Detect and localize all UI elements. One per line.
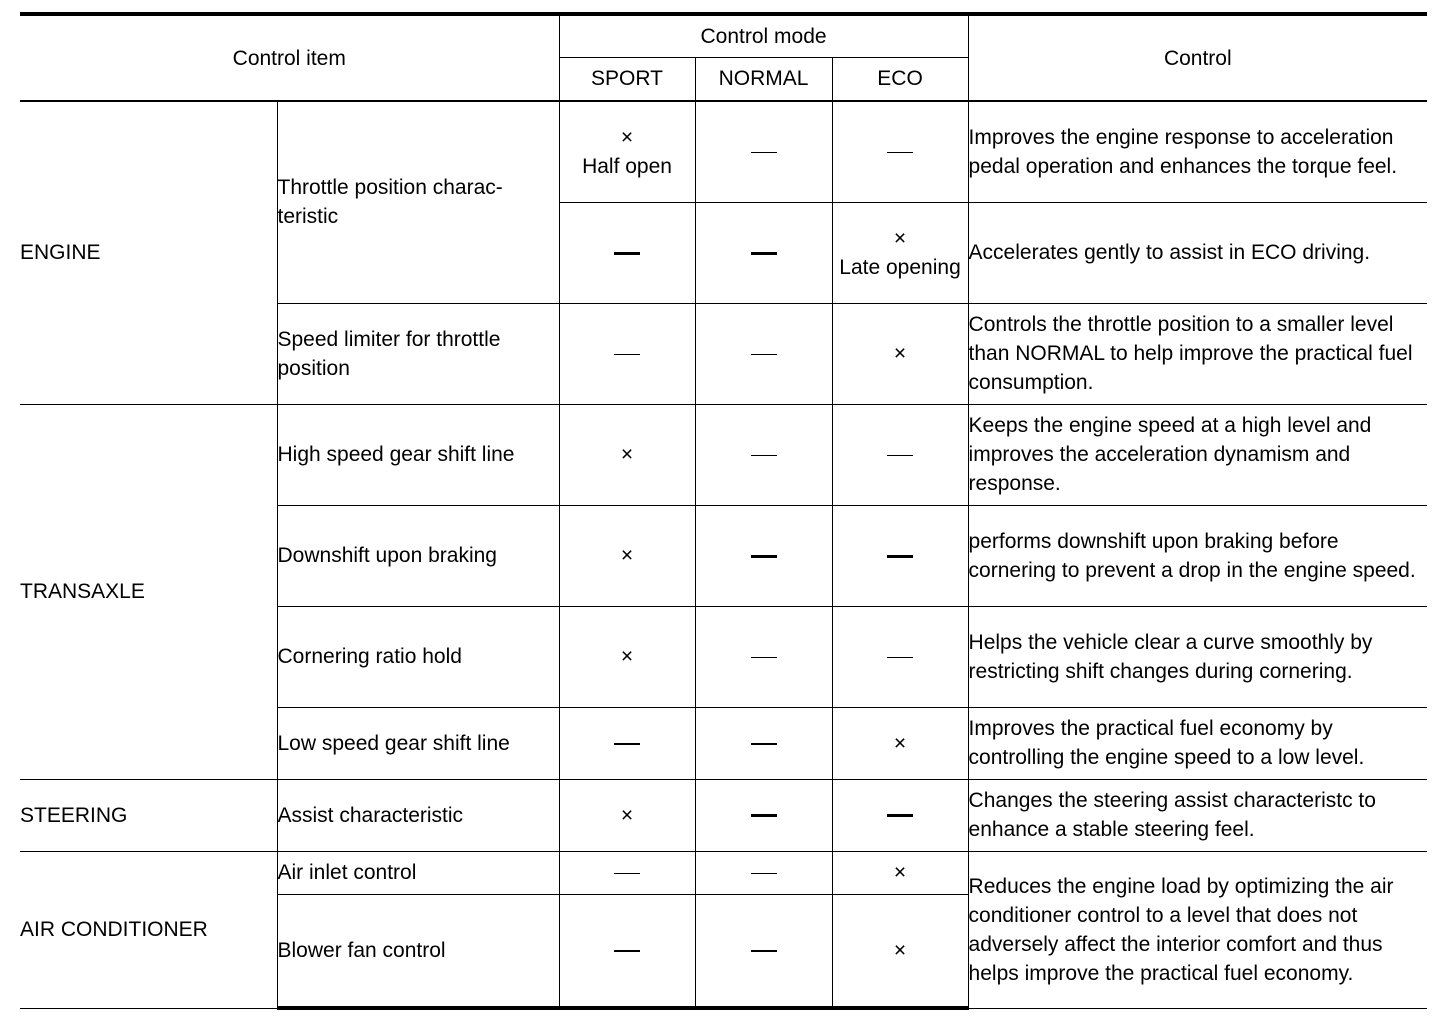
- mode-cell-eco: [832, 779, 968, 851]
- control-description: Accelerates gently to assist in ECO driving.: [968, 202, 1427, 303]
- mode-cell-sport: [559, 894, 695, 1008]
- not-applicable-dash: [751, 455, 777, 457]
- active-mark: ×: [620, 803, 634, 827]
- table-row: [20, 851, 1427, 894]
- mode-cell-normal: [695, 303, 832, 404]
- mode-cell-normal: [695, 779, 832, 851]
- item-cell: Downshift upon braking: [277, 505, 559, 606]
- mode-cell-sport: [559, 779, 695, 851]
- mode-cell-eco: [832, 505, 968, 606]
- active-mark: ×: [893, 226, 907, 250]
- active-mark: ×: [620, 125, 634, 149]
- mode-cell-eco: [832, 202, 968, 303]
- not-applicable-dash: [751, 873, 777, 875]
- group-steering: STEERING: [20, 779, 277, 851]
- active-mark: ×: [893, 342, 907, 365]
- table-row: [20, 779, 1427, 851]
- item-cell: Speed limiter for throttle position: [277, 303, 559, 404]
- active-mark: ×: [620, 645, 634, 668]
- mode-cell-sport: [559, 404, 695, 505]
- mode-cell-eco: [832, 101, 968, 202]
- not-applicable-dash: [887, 152, 913, 154]
- header-mode-normal: NORMAL: [695, 57, 832, 101]
- mode-cell-eco: [832, 851, 968, 894]
- mode-cell-normal: [695, 202, 832, 303]
- mode-cell-eco: [832, 303, 968, 404]
- control-description: Changes the steering assist characteristc to enhance a stable steering feel.: [968, 779, 1427, 851]
- header-control: Control: [968, 14, 1427, 101]
- item-cell: Assist characteristic: [277, 779, 559, 851]
- mode-cell-sport: [559, 101, 695, 202]
- mode-cell-normal: [695, 606, 832, 707]
- header-mode-eco: ECO: [832, 57, 968, 101]
- mode-cell-eco: [832, 707, 968, 779]
- not-applicable-dash: [614, 950, 640, 952]
- active-mark: ×: [893, 731, 907, 755]
- mode-cell-normal: [695, 851, 832, 894]
- mode-cell-normal: [695, 404, 832, 505]
- not-applicable-dash: [751, 152, 777, 154]
- mode-cell-sport: [559, 606, 695, 707]
- item-cell: Throttle position charac-teristic: [277, 101, 559, 303]
- mode-cell-normal: [695, 707, 832, 779]
- not-applicable-dash: [614, 873, 640, 875]
- mode-note: Late opening: [839, 255, 961, 279]
- mode-note: Half open: [582, 154, 672, 178]
- item-cell: Cornering ratio hold: [277, 606, 559, 707]
- active-mark: ×: [620, 544, 634, 567]
- not-applicable-dash: [887, 555, 913, 558]
- header-mode-sport: SPORT: [559, 57, 695, 101]
- active-mark: ×: [620, 443, 634, 466]
- item-cell: Low speed gear shift line: [277, 707, 559, 779]
- active-mark: ×: [893, 938, 907, 962]
- mode-cell-normal: [695, 894, 832, 1008]
- not-applicable-dash: [751, 657, 777, 659]
- control-description: performs downshift upon braking before cornering to prevent a drop in the engine speed.: [968, 505, 1427, 606]
- mode-cell-sport: [559, 707, 695, 779]
- mode-cell-sport: [559, 851, 695, 894]
- header-control-item: Control item: [20, 14, 559, 101]
- table-row: [20, 404, 1427, 505]
- item-cell: Blower fan control: [277, 894, 559, 1008]
- not-applicable-dash: [614, 252, 640, 255]
- mode-cell-sport: [559, 303, 695, 404]
- mode-cell-normal: [695, 101, 832, 202]
- not-applicable-dash: [751, 555, 777, 558]
- control-description: Reduces the engine load by optimizing the air conditioner control to a level that does not adversely affect the interior comfort and thus helps improve the practical fuel economy.: [968, 851, 1427, 1008]
- not-applicable-dash: [751, 814, 777, 817]
- not-applicable-dash: [614, 743, 640, 745]
- table-row: [20, 101, 1427, 202]
- control-description: Improves the engine response to acceleration pedal operation and enhances the torque feel.: [968, 101, 1427, 202]
- mode-cell-eco: [832, 404, 968, 505]
- not-applicable-dash: [751, 252, 777, 255]
- group-air-conditioner: AIR CONDITIONER: [20, 851, 277, 1008]
- mode-cell-sport: [559, 505, 695, 606]
- mode-cell-sport: [559, 202, 695, 303]
- mode-cell-eco: [832, 894, 968, 1008]
- control-description: Controls the throttle position to a smaller level than NORMAL to help improve the practical fuel consumption.: [968, 303, 1427, 404]
- item-cell: Air inlet control: [277, 851, 559, 894]
- control-description: Keeps the engine speed at a high level and improves the acceleration dynamism and response.: [968, 404, 1427, 505]
- item-cell: High speed gear shift line: [277, 404, 559, 505]
- control-mode-table: [20, 12, 1427, 1010]
- not-applicable-dash: [887, 814, 913, 817]
- active-mark: ×: [893, 861, 907, 884]
- group-engine: ENGINE: [20, 101, 277, 404]
- not-applicable-dash: [751, 743, 777, 745]
- not-applicable-dash: [614, 354, 640, 356]
- not-applicable-dash: [751, 354, 777, 356]
- not-applicable-dash: [887, 455, 913, 457]
- control-description: Helps the vehicle clear a curve smoothly by restricting shift changes during cornering.: [968, 606, 1427, 707]
- control-description: Improves the practical fuel economy by controlling the engine speed to a low level.: [968, 707, 1427, 779]
- mode-cell-normal: [695, 505, 832, 606]
- header-control-mode: Control mode: [559, 14, 968, 57]
- mode-cell-eco: [832, 606, 968, 707]
- group-transaxle: TRANSAXLE: [20, 404, 277, 779]
- not-applicable-dash: [887, 657, 913, 659]
- not-applicable-dash: [751, 950, 777, 952]
